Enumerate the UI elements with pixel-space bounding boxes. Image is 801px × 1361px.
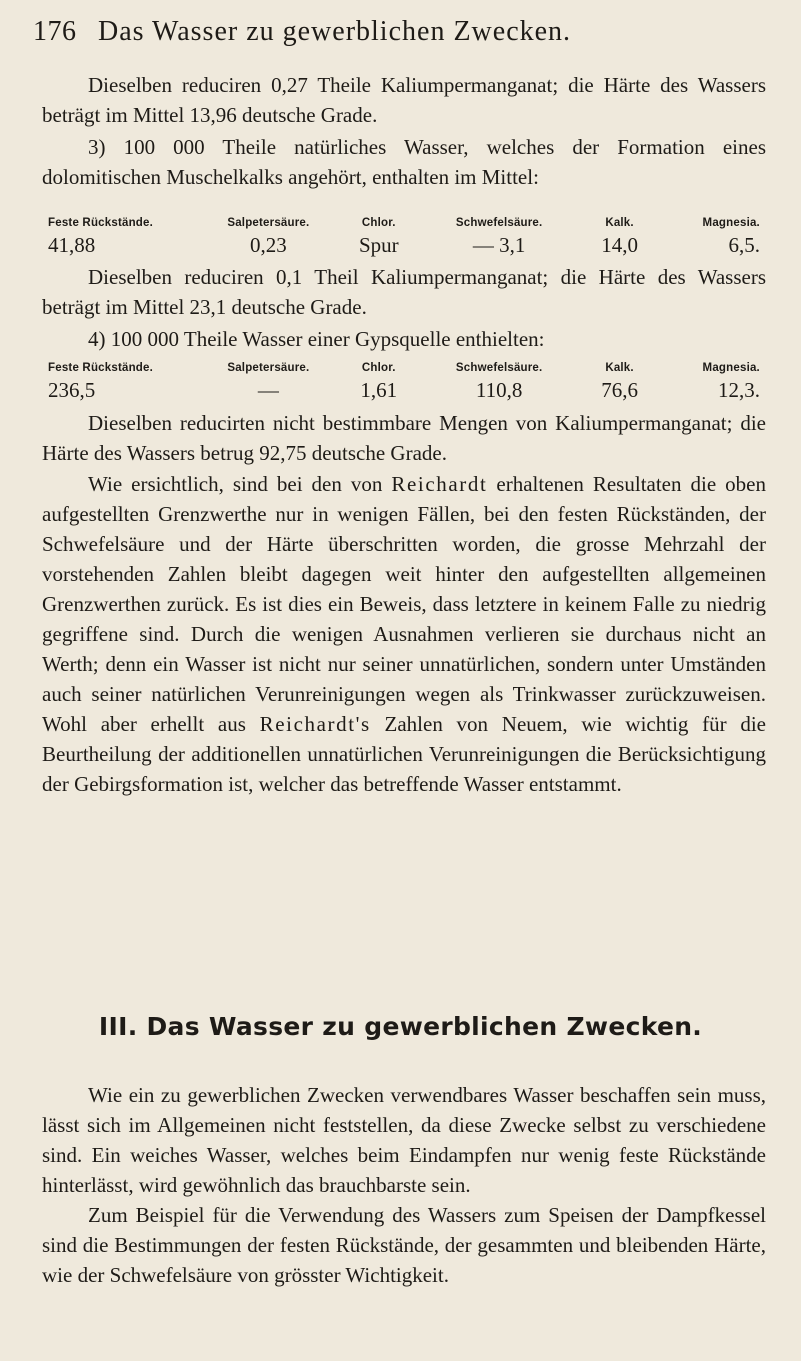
table-cell: 12,3. xyxy=(717,378,760,402)
table-header-cell: Salpetersäure. xyxy=(227,217,310,229)
table-header-cell: Schwefelsäure. xyxy=(455,217,543,229)
table-header-cell: Schwefelsäure. xyxy=(455,362,543,374)
paragraph: Dieselben reducirten nicht bestimmbare Mengen von Kaliumpermanganat; die Härte des Wassers betrug 92,75 deutsche Grade. xyxy=(42,411,766,465)
text-run: erhaltenen Resultaten die oben aufgestellten Grenzwerthe nur in wenigen Fällen, bei den festen Rückständen, der Schwefelsäure und der Härte überschritten worden, die grosse Mehrzahl der vorstehenden Zahlen bleibt dagegen weit hinter den aufgestellten allgemeinen Grenzwerthen zurück. Es ist dies ein Beweis, dass letztere in keinem Falle zu niedrig gegriffene sind. Durch die wenigen Ausnahmen verlieren sie durchaus nicht an Werth; denn ein Wasser ist nicht nur seiner unnatürlichen, sondern unter Umständen auch seiner natürlichen Verunreinigungen wegen als Trinkwasser zurückzuweisen. Wohl aber erhellt aus xyxy=(42,472,766,736)
table-header-cell: Magnesia. xyxy=(702,362,760,374)
section-body xyxy=(42,1080,766,1290)
table-cell: 14,0 xyxy=(601,233,638,257)
running-title: Das Wasser zu gewerblichen Zwecken. xyxy=(98,16,572,47)
table-header-row xyxy=(48,360,760,376)
table-cell: 6,5. xyxy=(728,233,760,257)
table-cell: 76,6 xyxy=(601,378,638,402)
table-header-cell: Chlor. xyxy=(361,217,396,229)
paragraph: 4) 100 000 Theile Wasser einer Gypsquelle enthielten: xyxy=(88,327,545,351)
table-header-cell: Feste Rückstände. xyxy=(48,362,154,374)
table-cell: 110,8 xyxy=(475,378,523,402)
table-header-cell: Kalk. xyxy=(605,217,634,229)
table-value-row xyxy=(48,376,760,404)
paragraph: Zum Beispiel für die Verwendung des Wassers zum Speisen der Dampfkessel sind die Bestimmungen der festen Rückstände, der gesammten und bleibenden Härte, wie der Schwefelsäure von grösster Wichtigkeit. xyxy=(42,1203,766,1287)
analysis-table-2 xyxy=(48,360,760,404)
page-header xyxy=(33,16,773,60)
table-cell: Spur xyxy=(358,233,399,257)
author-name: Reichardt's xyxy=(259,712,371,736)
text-run: Zahlen von Neuem, wie wichtig für die Beurtheilung der additionellen unnatürlichen Verunreinigungen die Berücksichtigung der Gebirgsformation ist, welcher das betreffende Wasser entstammt. xyxy=(42,712,766,796)
table-cell: 0,23 xyxy=(250,233,287,257)
table-header-cell: Chlor. xyxy=(361,362,396,374)
table-header-row xyxy=(48,215,760,231)
analysis-table-1 xyxy=(48,215,760,259)
table-header-cell: Kalk. xyxy=(605,362,634,374)
paragraph: Wie ein zu gewerblichen Zwecken verwendbares Wasser beschaffen sein muss, lässt sich im Allgemeinen nicht feststellen, da diese Zwecke selbst zu verschiedene sind. Ein weiches Wasser, welches beim Eindampfen nur wenig feste Rückstände hinterlässt, wird gewöhnlich das brauchbarste sein. xyxy=(42,1083,766,1197)
text-run: Wie ersichtlich, sind bei den von xyxy=(88,472,392,496)
section-heading: III. Das Wasser zu gewerblichen Zwecken. xyxy=(98,1012,703,1041)
paragraph: Dieselben reduciren 0,27 Theile Kaliumpermanganat; die Härte des Wassers beträgt im Mittel 13,96 deutsche Grade. xyxy=(42,73,766,127)
text-block-1 xyxy=(42,70,766,192)
table-cell: — 3,1 xyxy=(472,233,526,257)
paragraph: Dieselben reduciren 0,1 Theil Kaliumpermanganat; die Härte des Wassers beträgt im Mittel 23,1 deutsche Grade. xyxy=(42,265,766,319)
table-header-cell: Feste Rückstände. xyxy=(48,217,154,229)
table-cell: 1,61 xyxy=(360,378,398,402)
table-cell: 41,88 xyxy=(48,233,96,257)
table-header-cell: Salpetersäure. xyxy=(227,362,310,374)
paragraph xyxy=(42,469,766,799)
table-cell: — xyxy=(257,378,279,402)
page-number: 176 xyxy=(33,16,77,47)
table-header-cell: Magnesia. xyxy=(702,217,760,229)
table-cell: 236,5 xyxy=(48,378,96,402)
text-block-3 xyxy=(42,408,766,799)
table-value-row xyxy=(48,231,760,259)
text-block-2 xyxy=(42,262,766,354)
paragraph: 3) 100 000 Theile natürliches Wasser, welches der Formation eines dolomitischen Muschelkalks angehört, enthalten im Mittel: xyxy=(42,135,766,189)
author-name: Reichardt xyxy=(391,472,488,496)
